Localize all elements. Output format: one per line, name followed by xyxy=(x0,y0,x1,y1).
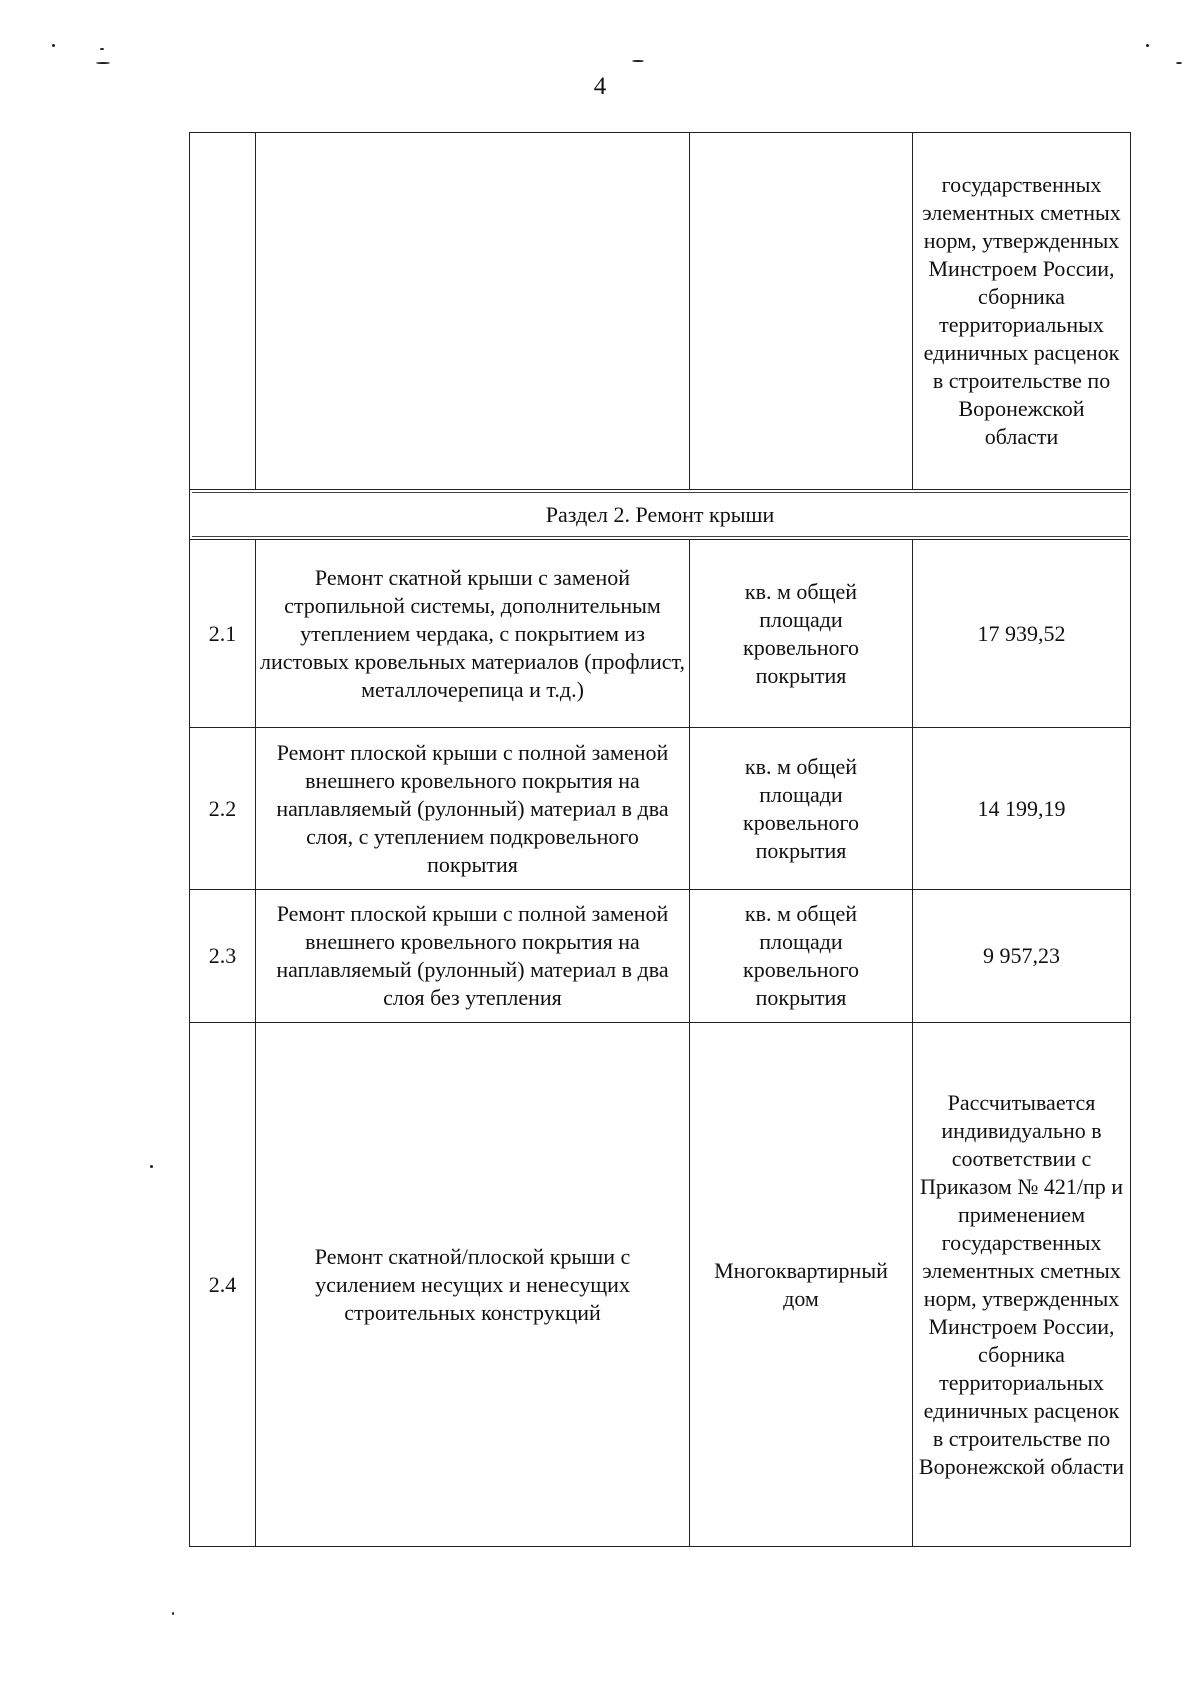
table-row xyxy=(190,540,1131,728)
section-header-row xyxy=(190,490,1131,540)
table-row xyxy=(190,728,1131,890)
scan-speck xyxy=(172,1612,174,1615)
scan-speck xyxy=(632,60,644,62)
cell-num: 2.3 xyxy=(190,890,256,1023)
scan-speck xyxy=(96,62,110,64)
cell-num xyxy=(190,133,256,490)
cell-value: 17 939,52 xyxy=(913,540,1131,728)
scan-speck xyxy=(150,1165,153,1168)
cell-description: Ремонт плоской крыши с полной заменой внешнего кровельного покрытия на наплавляемый (рулонный) материал в два слоя без утепления xyxy=(256,890,690,1023)
cell-unit xyxy=(690,133,913,490)
scan-speck xyxy=(1176,62,1182,64)
work-cost-table xyxy=(189,132,1131,1547)
cell-value: 14 199,19 xyxy=(913,728,1131,890)
scan-speck xyxy=(100,48,104,50)
cell-value: Рассчитывается индивидуально в соответствии с Приказом № 421/пр и применением государственных элементных сметных норм, утвержденных Минстроем России, сборника территориальных единичных расценок в строительстве по Воронежской области xyxy=(913,1023,1131,1547)
cell-unit: кв. м общей площади кровельного покрытия xyxy=(690,540,913,728)
cell-num: 2.1 xyxy=(190,540,256,728)
cell-num: 2.2 xyxy=(190,728,256,890)
table-row-continuation xyxy=(190,133,1131,490)
cell-description: Ремонт скатной/плоской крыши с усилением несущих и ненесущих строительных конструкций xyxy=(256,1023,690,1547)
section-header-cell xyxy=(190,490,1131,540)
cell-num: 2.4 xyxy=(190,1023,256,1547)
cell-value: 9 957,23 xyxy=(913,890,1131,1023)
cell-description: Ремонт плоской крыши с полной заменой внешнего кровельного покрытия на наплавляемый (рулонный) материал в два слоя, с утеплением подкровельного покрытия xyxy=(256,728,690,890)
cell-description xyxy=(256,133,690,490)
cell-description: Ремонт скатной крыши с заменой стропильной системы, дополнительным утеплением чердака, с покрытием из листовых кровельных материалов (профлист, металлочерепица и т.д.) xyxy=(256,540,690,728)
table-row xyxy=(190,890,1131,1023)
section-title: Раздел 2. Ремонт крыши xyxy=(545,501,775,527)
scan-speck xyxy=(1146,44,1149,47)
scan-speck xyxy=(52,44,55,47)
cell-unit: Многоквартирный дом xyxy=(690,1023,913,1547)
cell-unit: кв. м общей площади кровельного покрытия xyxy=(690,890,913,1023)
table-row xyxy=(190,1023,1131,1547)
cell-unit: кв. м общей площади кровельного покрытия xyxy=(690,728,913,890)
cell-basis: государственных элементных сметных норм, утвержденных Минстроем России, сборника территориальных единичных расценок в строительстве по Воронежской области xyxy=(913,133,1131,490)
page-number: 4 xyxy=(593,73,607,100)
